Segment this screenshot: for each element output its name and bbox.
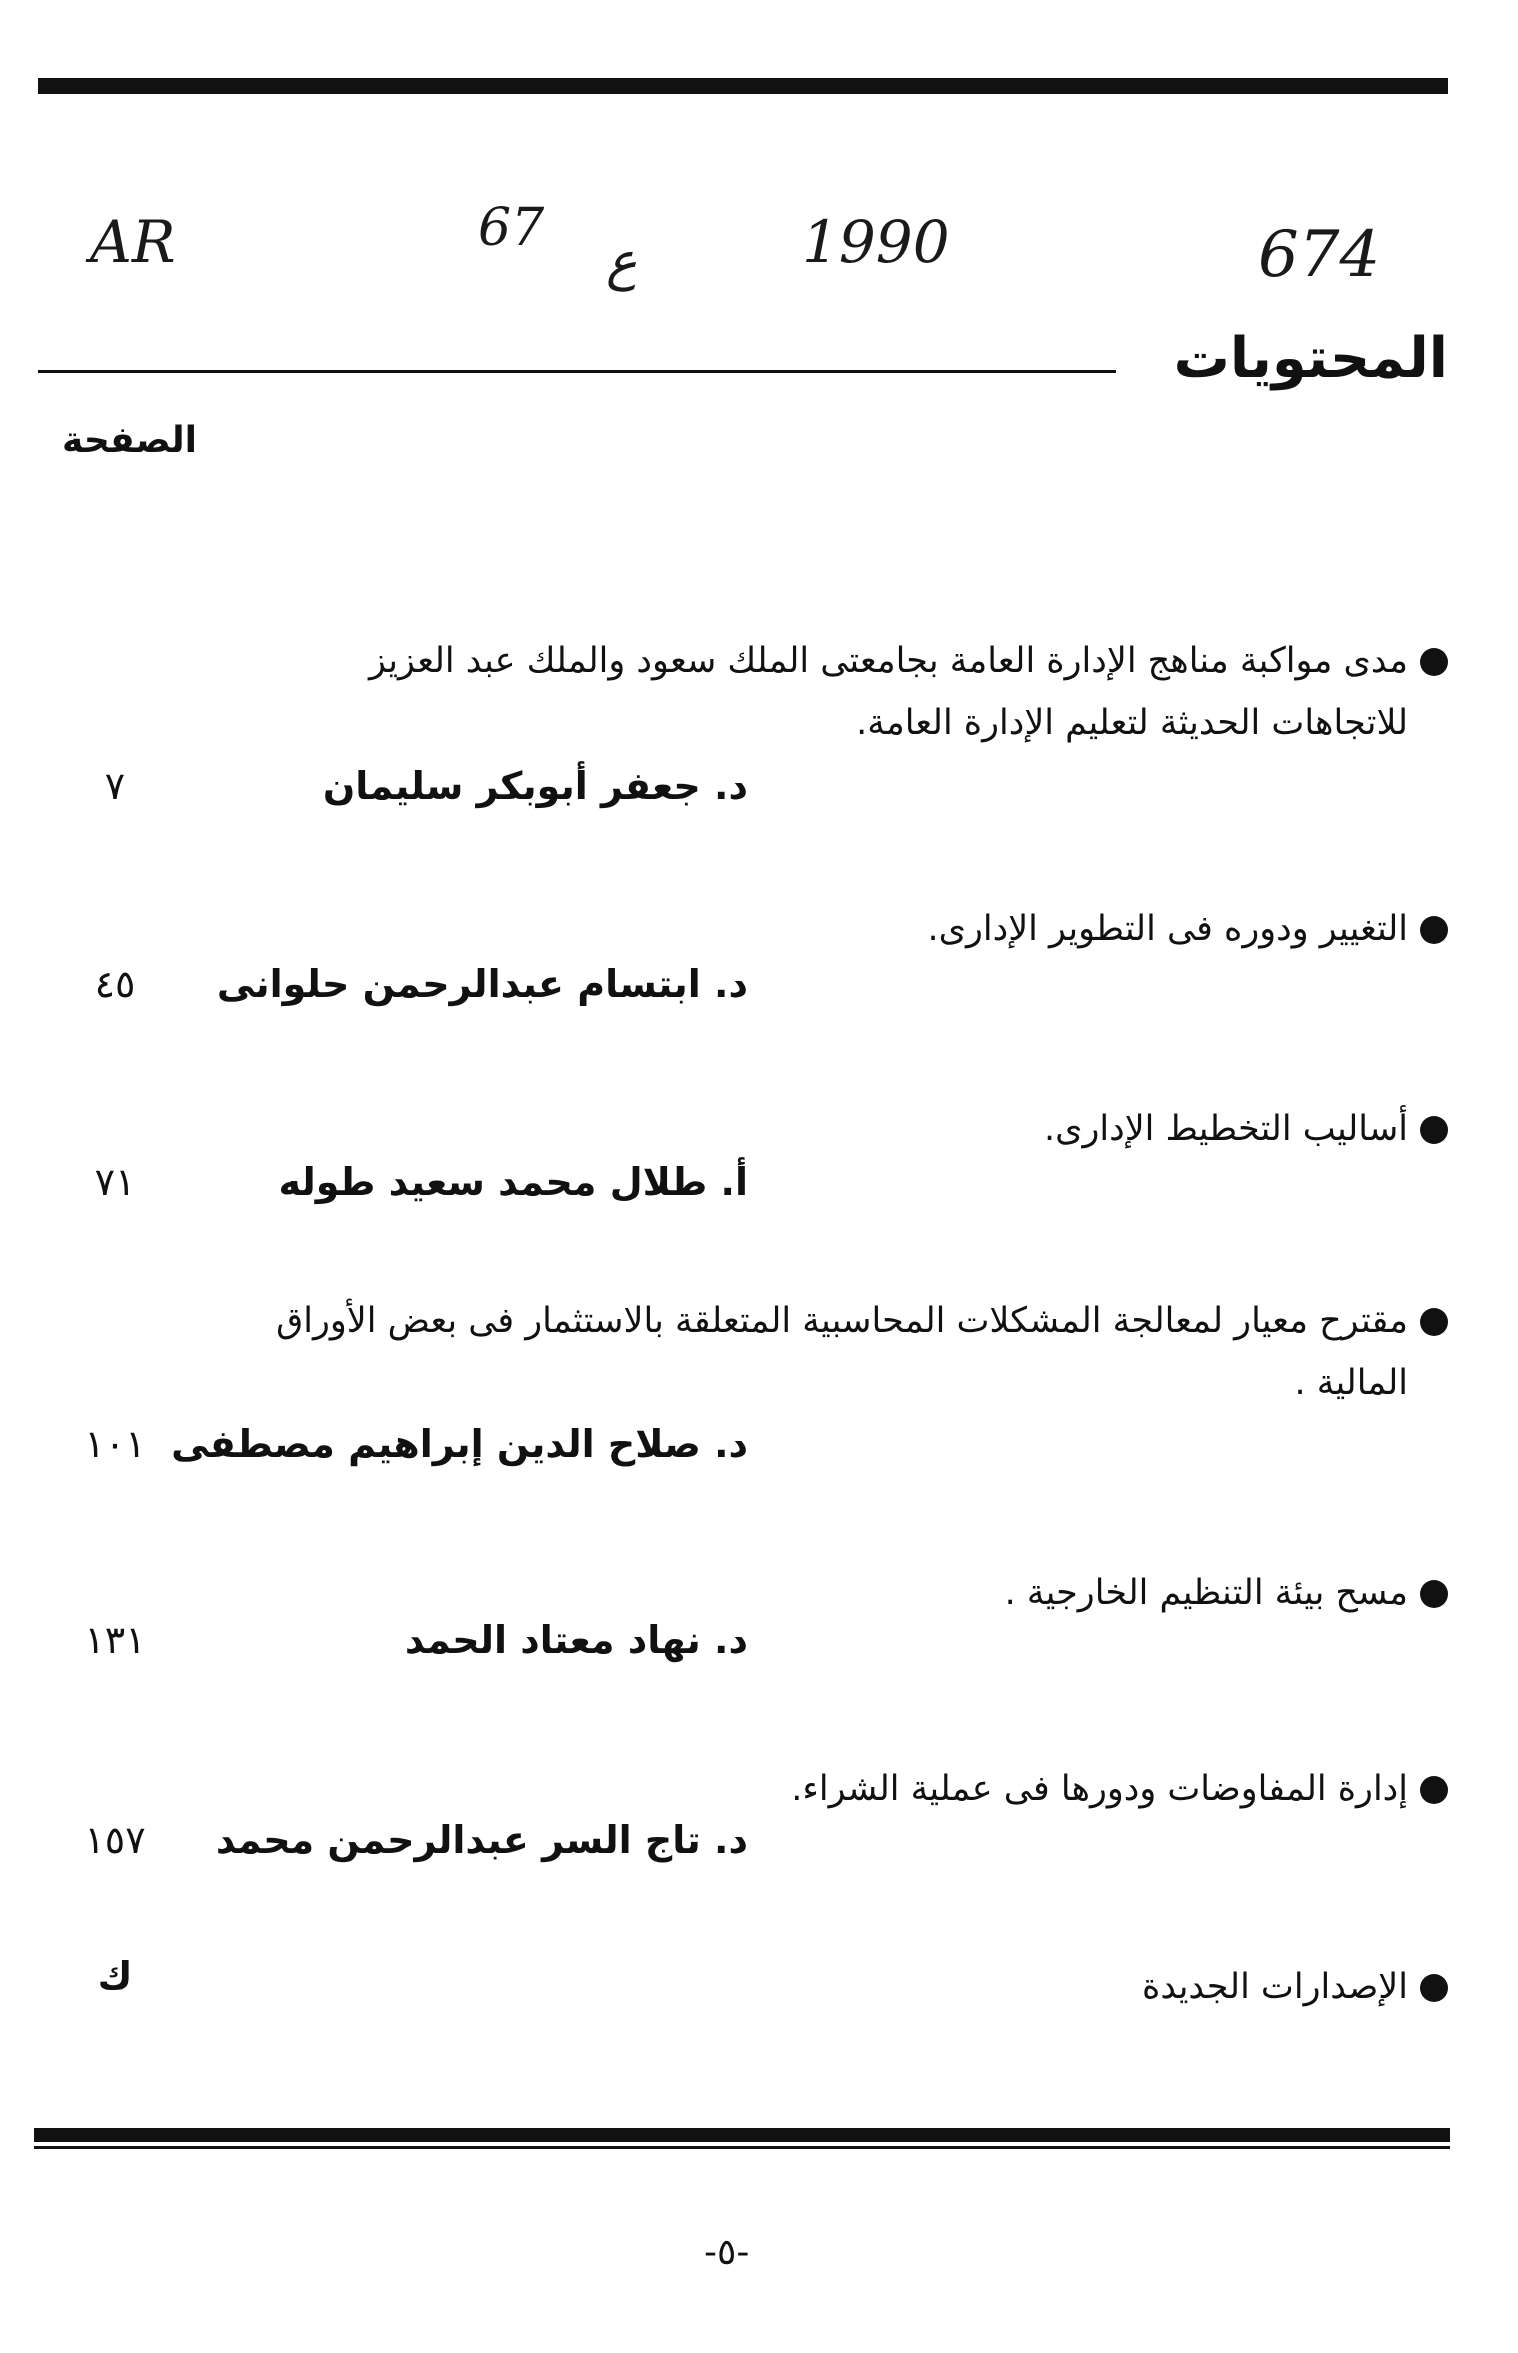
toc-entry: [1044, 1098, 1448, 1160]
toc-entry-author: أ. طلال محمد سعيد طوله: [278, 1160, 748, 1204]
toc-entry-title-text: [1044, 1098, 1408, 1160]
toc-entry: [369, 630, 1448, 754]
title-rule: [38, 370, 1116, 373]
bullet-icon: [1420, 1776, 1448, 1804]
toc-entry: [1142, 1956, 1448, 2018]
toc-entry-title-text: [791, 1758, 1408, 1820]
page-title: المحتويات: [1173, 326, 1448, 391]
bullet-icon: [1420, 648, 1448, 676]
toc-entry-page: ١٥٧: [84, 1818, 146, 1862]
toc-entry-title-line: مدى مواكبة مناهج الإدارة العامة بجامعتى الملك سعود والملك عبد العزيز: [368, 641, 1408, 681]
toc-entry-title-text: [1005, 1562, 1408, 1624]
toc-entry-page: ٧١: [94, 1160, 136, 1204]
handwritten-right-mark: 674: [1258, 218, 1381, 292]
toc-entry-title-text: [276, 1290, 1408, 1414]
footer-page-number: -٥-: [704, 2232, 750, 2273]
top-rule: [38, 78, 1448, 94]
toc-entry-page: ٤٥: [94, 962, 136, 1006]
handwritten-code: 67: [478, 198, 545, 258]
bottom-thin-rule: [34, 2146, 1450, 2149]
toc-entry-title-line: أساليب التخطيط الإدارى.: [1043, 1109, 1408, 1149]
toc-entry-author: د. ابتسام عبدالرحمن حلوانى: [216, 962, 748, 1006]
toc-entry-title: [791, 1758, 1448, 1820]
toc-entry-page: ١٣١: [84, 1618, 146, 1662]
bullet-icon: [1420, 1116, 1448, 1144]
bullet-icon: [1420, 1974, 1448, 2002]
toc-entry-title: [276, 1290, 1448, 1414]
bullet-icon: [1420, 1580, 1448, 1608]
toc-entry: [927, 898, 1448, 960]
toc-entry-title: [1142, 1956, 1448, 2018]
toc-entry: [276, 1290, 1448, 1414]
bullet-icon: [1420, 1308, 1448, 1336]
toc-entry-title-text: [369, 630, 1408, 754]
handwritten-year: 1990: [802, 208, 950, 276]
toc-entry-author: د. تاج السر عبدالرحمن محمد: [215, 1818, 748, 1862]
toc-entry-title-text: [1142, 1956, 1408, 2018]
toc-entry-title: [927, 898, 1448, 960]
toc-entry-author: د. نهاد معتاد الحمد: [404, 1618, 748, 1662]
bullet-icon: [1420, 916, 1448, 944]
handwritten-left-mark: AR: [90, 208, 176, 276]
toc-entry: [1005, 1562, 1448, 1624]
toc-entry-title-line: التغيير ودوره فى التطوير الإدارى.: [927, 909, 1408, 949]
toc-entry-title-line: إدارة المفاوضات ودورها فى عملية الشراء.: [791, 1769, 1408, 1809]
toc-entry-title-line: المالية .: [1294, 1363, 1408, 1403]
toc-entry-title-text: [927, 898, 1408, 960]
toc-entry-title-line: للاتجاهات الحديثة لتعليم الإدارة العامة.: [856, 703, 1408, 743]
toc-entry-title: [369, 630, 1448, 754]
toc-entry-page: ك: [97, 1954, 133, 1998]
toc-entry: [791, 1758, 1448, 1820]
toc-entry-page: ٧: [104, 764, 126, 808]
toc-entry-title-line: مقترح معيار لمعالجة المشكلات المحاسبية المتعلقة بالاستثمار فى بعض الأوراق: [276, 1301, 1408, 1341]
toc-entry-author: د. صلاح الدين إبراهيم مصطفى: [171, 1422, 748, 1466]
toc-entry-page: ١٠١: [84, 1422, 146, 1466]
toc-entry-title-line: الإصدارات الجديدة: [1141, 1967, 1408, 2007]
toc-entry-title: [1005, 1562, 1448, 1624]
toc-entry-author: د. جعفر أبوبكر سليمان: [322, 764, 748, 808]
toc-entry-title: [1044, 1098, 1448, 1160]
bottom-rule: [34, 2128, 1450, 2142]
handwritten-letter: ع: [606, 232, 638, 292]
page-column-header: الصفحة: [62, 420, 198, 461]
toc-entry-title-line: مسح بيئة التنظيم الخارجية .: [1004, 1573, 1408, 1613]
